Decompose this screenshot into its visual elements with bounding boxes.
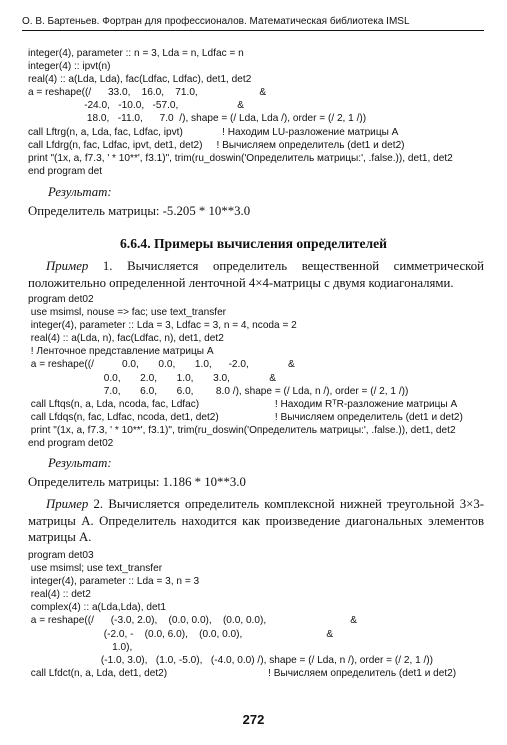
code-line: call Lfdct(n, a, Lda, det1, det2) ! Вычисляем определитель (det1 и det2) xyxy=(28,667,457,679)
code-line: program det02 xyxy=(28,294,94,305)
result-label: Результат: xyxy=(48,456,112,470)
code-line: ! Ленточное представление матрицы A xyxy=(28,346,214,358)
result-text: Определитель матрицы: 1.186 * 10**3.0 xyxy=(28,475,246,489)
running-header: О. В. Бартеньев. Фортран для профессионалов. Математическая библиотека IMSL xyxy=(22,16,484,31)
result-label: Результат: xyxy=(48,185,112,199)
code-line: 7.0, 6.0, 6.0, 8.0 /), shape = (/ Lda, n /), order = (/ 2, 1 /)) xyxy=(28,385,409,397)
code-line: end program det02 xyxy=(28,438,114,450)
code-line: use msimsl; use text_transfer xyxy=(28,563,163,575)
code-line: call Lftqs(n, a, Lda, ncoda, fac, Ldfac) ! Находим RᵀR-разложение матрицы A xyxy=(28,398,458,410)
code-line: call Lfdqs(n, fac, Ldfac, ncoda, det1, det2) ! Вычисляем определитель (det1 и det2) xyxy=(28,411,463,423)
example-2-paragraph xyxy=(28,496,484,546)
code-block-det02 xyxy=(28,293,463,450)
code-line: integer(4) :: ipvt(n) xyxy=(28,61,111,73)
code-line: 0.0, 2.0, 1.0, 3.0, & xyxy=(28,372,276,384)
code-line: a = reshape((/ 0.0, 0.0, 1.0, -2.0, & xyxy=(28,359,295,371)
section-title: 6.6.4. Примеры вычисления определителей xyxy=(120,236,387,251)
code-line: real(4) :: a(Lda, n), fac(Ldfac, n), det1, det2 xyxy=(28,333,224,345)
example-1-paragraph xyxy=(28,258,484,291)
result-text: Определитель матрицы: -5.205 * 10**3.0 xyxy=(28,204,251,218)
example-text: 2. Вычисляется определитель комплексной нижней треугольной 3×3-матрицы A. Определитель находится как произведение диагональных элементов матрицы A. xyxy=(28,497,484,545)
code-line: call Lfdrg(n, fac, Ldfac, ipvt, det1, det2) ! Вычисляем определитель (det1 и det2) xyxy=(28,139,405,151)
code-line: complex(4) :: a(Lda,Lda), det1 xyxy=(28,602,167,614)
code-line: call Lftrg(n, a, Lda, fac, Ldfac, ipvt) ! Находим LU-разложение матрицы A xyxy=(28,126,399,138)
code-line: 18.0, -11.0, 7.0 /), shape = (/ Lda, Lda /), order = (/ 2, 1 /)) xyxy=(28,113,367,125)
example-label: Пример xyxy=(46,497,89,511)
example-text: 1. Вычисляется определитель вещественной симметрической положительно определенной ленточной 4×4-матрицы с двумя кодиагоналями. xyxy=(28,259,484,290)
page-number: 272 xyxy=(242,712,265,727)
code-line: print "(1x, a, f7.3, ' * 10**', f3.1)", trim(ru_doswin('Определитель матрицы:', .false.)), det1, det2 xyxy=(28,424,456,436)
code-line: end program det xyxy=(28,165,103,177)
code-line: a = reshape((/ (-3.0, 2.0), (0.0, 0.0), (0.0, 0.0), & xyxy=(28,615,358,627)
code-line: integer(4), parameter :: n = 3, Lda = n, Ldfac = n xyxy=(28,48,244,59)
code-line: integer(4), parameter :: Lda = 3, n = 3 xyxy=(28,576,200,588)
code-block-det03 xyxy=(28,549,456,680)
code-line: (-1.0, 3.0), (1.0, -5.0), (-4.0, 0.0) /), shape = (/ Lda, n /), order = (/ 2, 1 /)) xyxy=(28,654,434,666)
code-block-det xyxy=(28,47,453,178)
code-line: -24.0, -10.0, -57.0, & xyxy=(28,100,244,112)
code-line: program det03 xyxy=(28,550,94,561)
code-line: print "(1x, a, f7.3, ' * 10**', f3.1)", trim(ru_doswin('Определитель матрицы:', .false.)), det1, det2 xyxy=(28,152,453,164)
code-line: real(4) :: det2 xyxy=(28,589,91,601)
example-label: Пример xyxy=(46,259,89,273)
code-line: real(4) :: a(Lda, Lda), fac(Ldfac, Ldfac), det1, det2 xyxy=(28,74,252,86)
code-line: use msimsl, nouse => fac; use text_transfer xyxy=(28,307,227,319)
code-line: a = reshape((/ 33.0, 16.0, 71.0, & xyxy=(28,87,267,99)
code-line: integer(4), parameter :: Lda = 3, Ldfac = 3, n = 4, ncoda = 2 xyxy=(28,320,297,332)
code-line: 1.0), xyxy=(28,641,133,653)
code-line: (-2.0, - (0.0, 6.0), (0.0, 0.0), & xyxy=(28,628,334,640)
